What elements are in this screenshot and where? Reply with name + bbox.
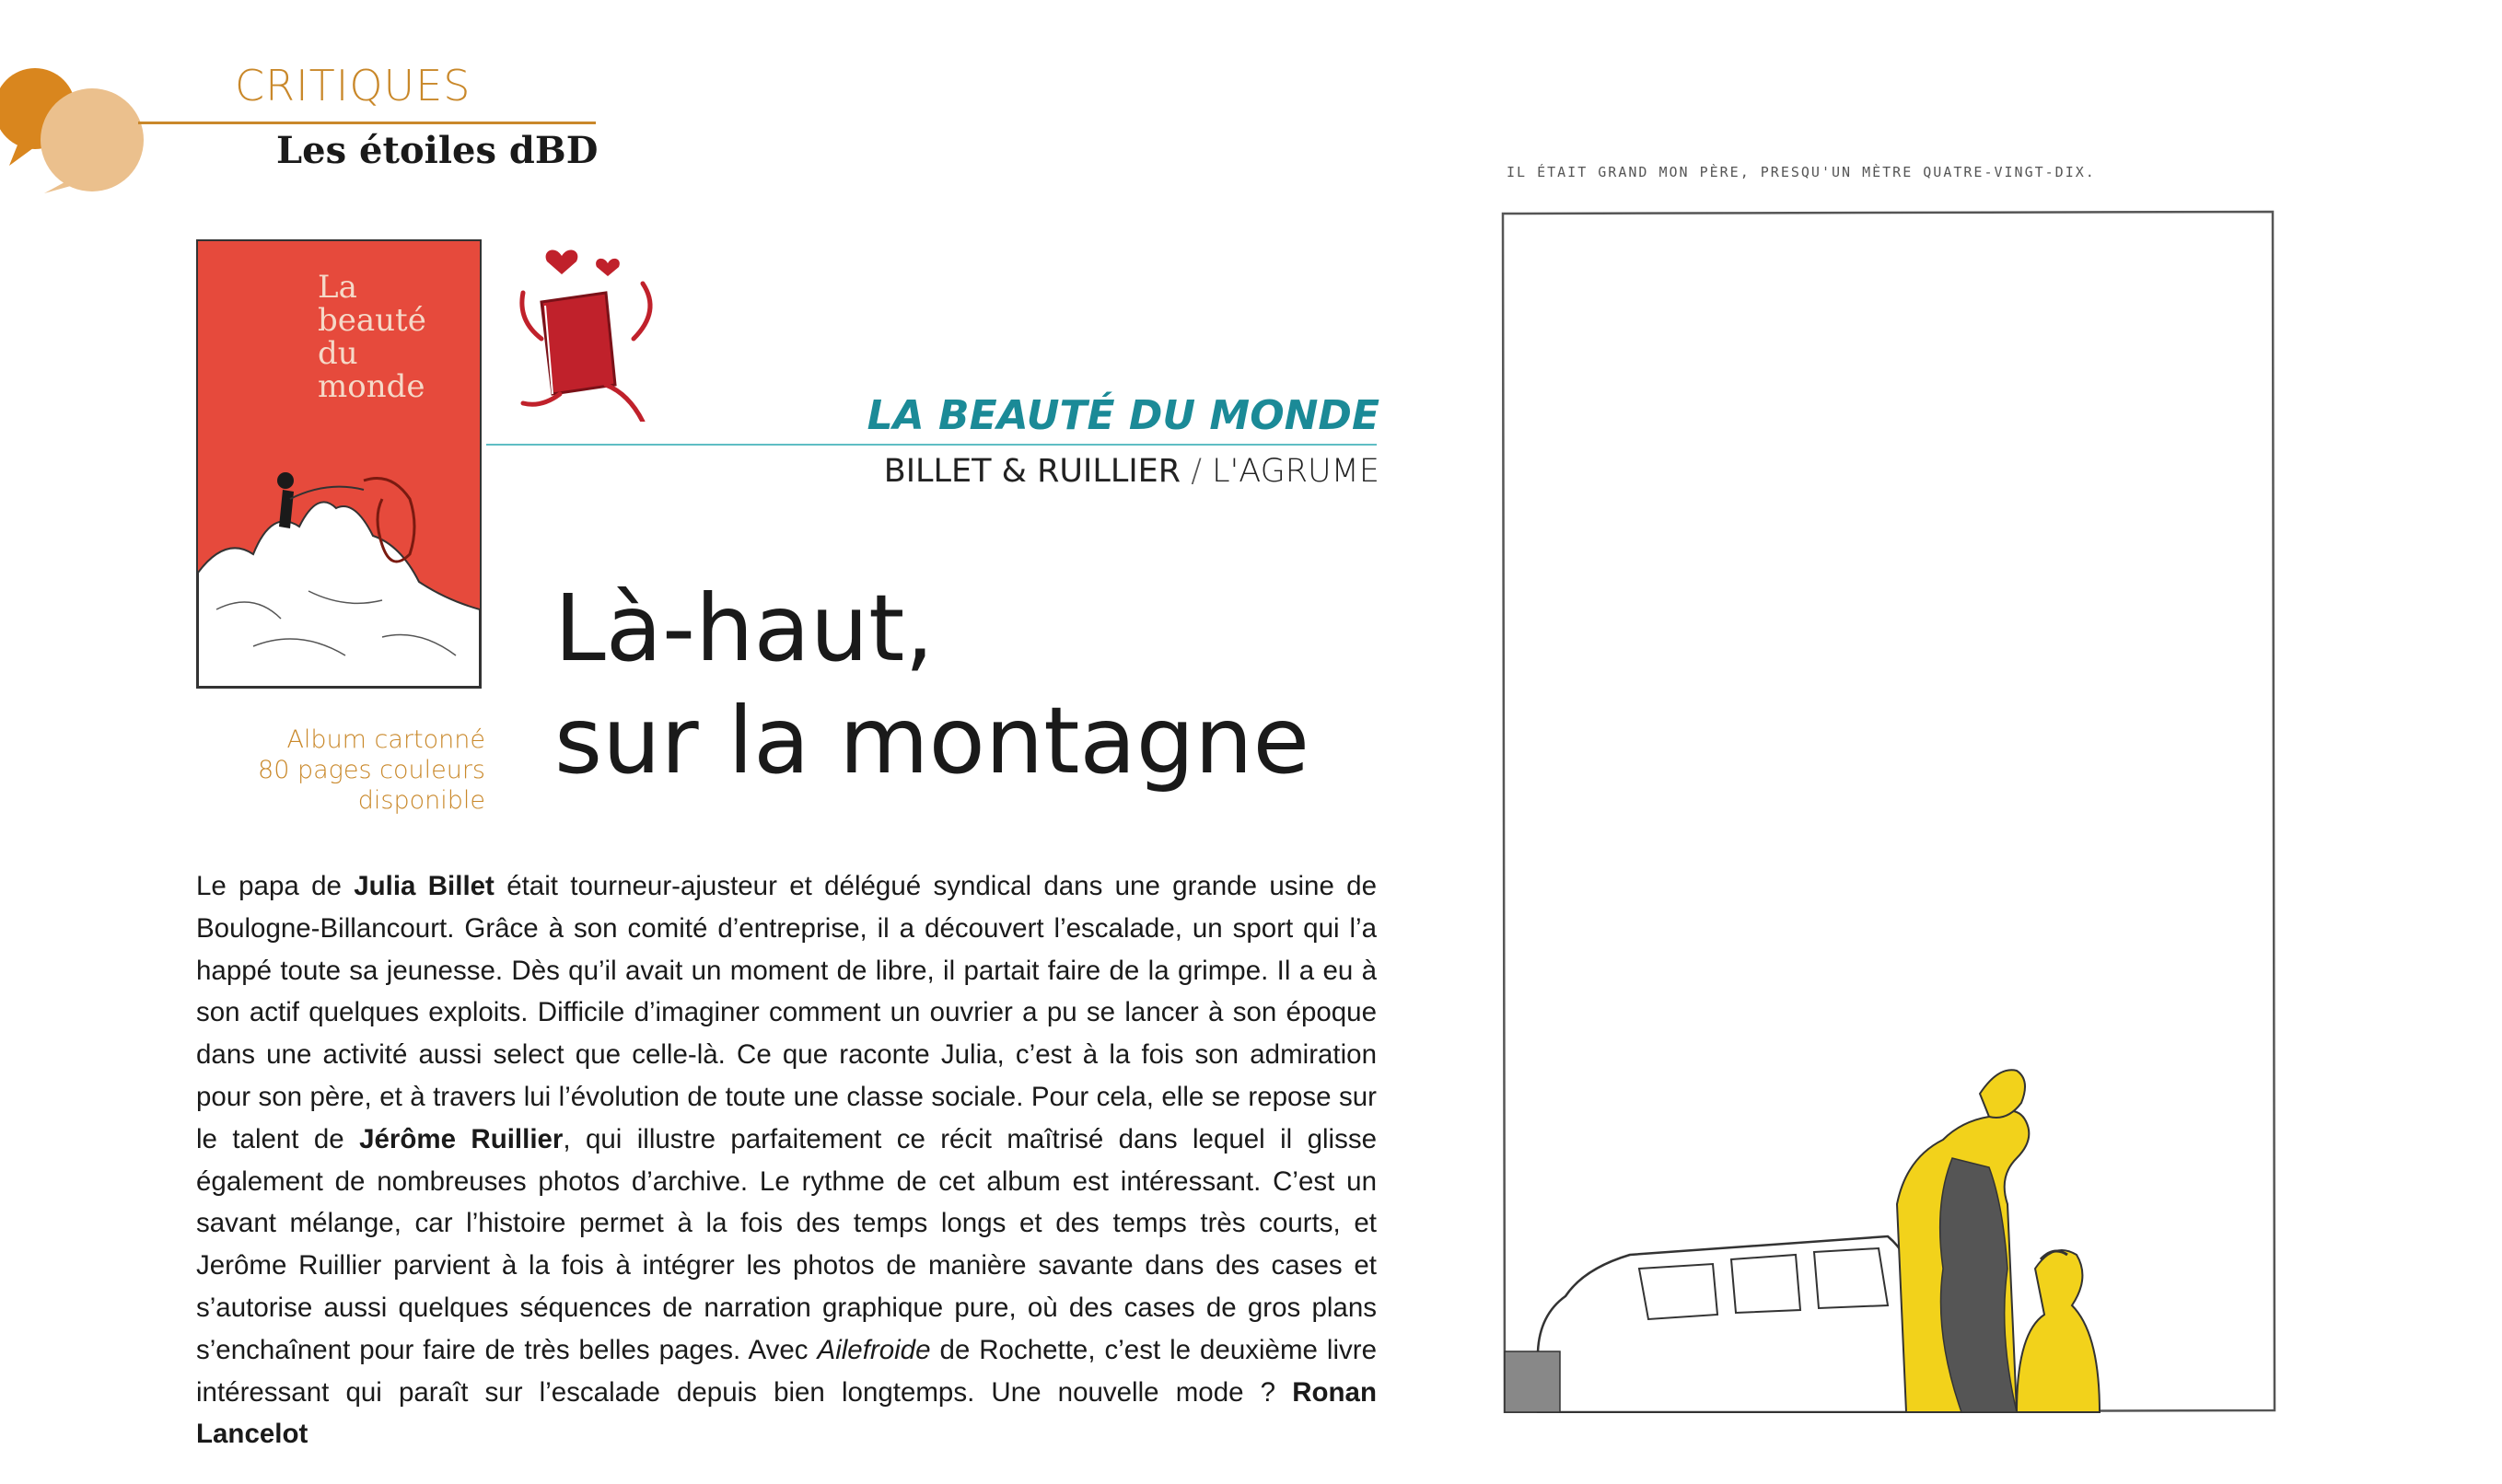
publisher: L'AGRUME bbox=[1212, 453, 1379, 490]
van-illustration bbox=[1505, 1236, 1929, 1412]
book-availability: disponible bbox=[357, 786, 485, 815]
book-format: Album cartonné bbox=[286, 725, 485, 754]
speech-bubbles-logo bbox=[0, 55, 157, 203]
body-text: Le papa de bbox=[196, 871, 355, 901]
book-pages: 80 pages couleurs bbox=[258, 756, 485, 784]
review-headline bbox=[554, 573, 1365, 797]
header-rule bbox=[138, 122, 596, 124]
title-rule bbox=[486, 444, 1377, 446]
panel-caption: IL ÉTAIT GRAND MON PÈRE, PRESQU'UN MÈTRE QUATRE-VINGT-DIX. bbox=[1507, 164, 2096, 180]
review-paragraph bbox=[196, 865, 1377, 1455]
body-text: de Rochette, c’est le deuxième livre intéressant qui paraît sur l’escalade depuis bien longtemps. Une nouvelle mode ? bbox=[196, 1334, 1377, 1408]
body-text: , qui illustre parfaitement ce récit maîtrisé dans lequel il glisse également de nombreuses photos d’archive. Le rythme de cet album est intéressant. C’est un savant mélange, car l’histoire permet à la fois des temps longs et des temps très courts, et Jerôme Ruillier parvient à la fois à intégrer les photos de manière savante dans des cases et s’autorise aussi quelques séquences de narration graphique pure, où des cases de gros plans s’enchaînent pour faire de très belles pages. Avec bbox=[196, 1123, 1377, 1365]
book-reference: Ailefroide bbox=[817, 1334, 931, 1365]
subsection-label: Les étoiles dBD bbox=[276, 129, 599, 172]
headline-line-2: sur la montagne bbox=[554, 687, 1310, 794]
credits-separator: / bbox=[1191, 453, 1203, 490]
father-and-child-illustration bbox=[1897, 1070, 2100, 1412]
illustrator-name: Jérôme Ruillier bbox=[359, 1123, 564, 1154]
cover-illustration bbox=[198, 425, 480, 687]
author-name: Julia Billet bbox=[354, 871, 495, 901]
book-credits bbox=[737, 453, 1379, 490]
headline-line-1: Là-haut, bbox=[554, 574, 935, 682]
authors: BILLET & RUILLIER bbox=[883, 453, 1181, 490]
body-text: était tourneur-ajusteur et délégué syndical dans une grande usine de Boulogne-Billancourt. Grâce à son comité d’entreprise, il a découvert l’escalade, un sport qui l’a happé toute sa jeunesse. Dès qu’il avait un moment de libre, il partait faire de la grimpe. Il a eu à son actif quelques exploits. Difficile d’imaginer comment un ouvrier a pu se lancer à son époque dans une activité aussi select que celle-là. Ce que raconte Julia, c’est à la fois son admiration pour son père, et à travers lui l’évolution de toute une classe sociale. Pour cela, elle se repose sur le talent de bbox=[196, 871, 1377, 1154]
cover-title: La beauté du monde bbox=[318, 269, 426, 405]
section-label: CRITIQUES bbox=[235, 61, 471, 110]
reviewer-name: Ronan Lancelot bbox=[196, 1376, 1377, 1450]
book-title: LA BEAUTÉ DU MONDE bbox=[867, 392, 1379, 439]
book-info bbox=[212, 725, 485, 816]
review-body bbox=[196, 865, 1377, 1455]
comic-panel bbox=[1501, 210, 2277, 1413]
book-cover bbox=[196, 239, 482, 689]
